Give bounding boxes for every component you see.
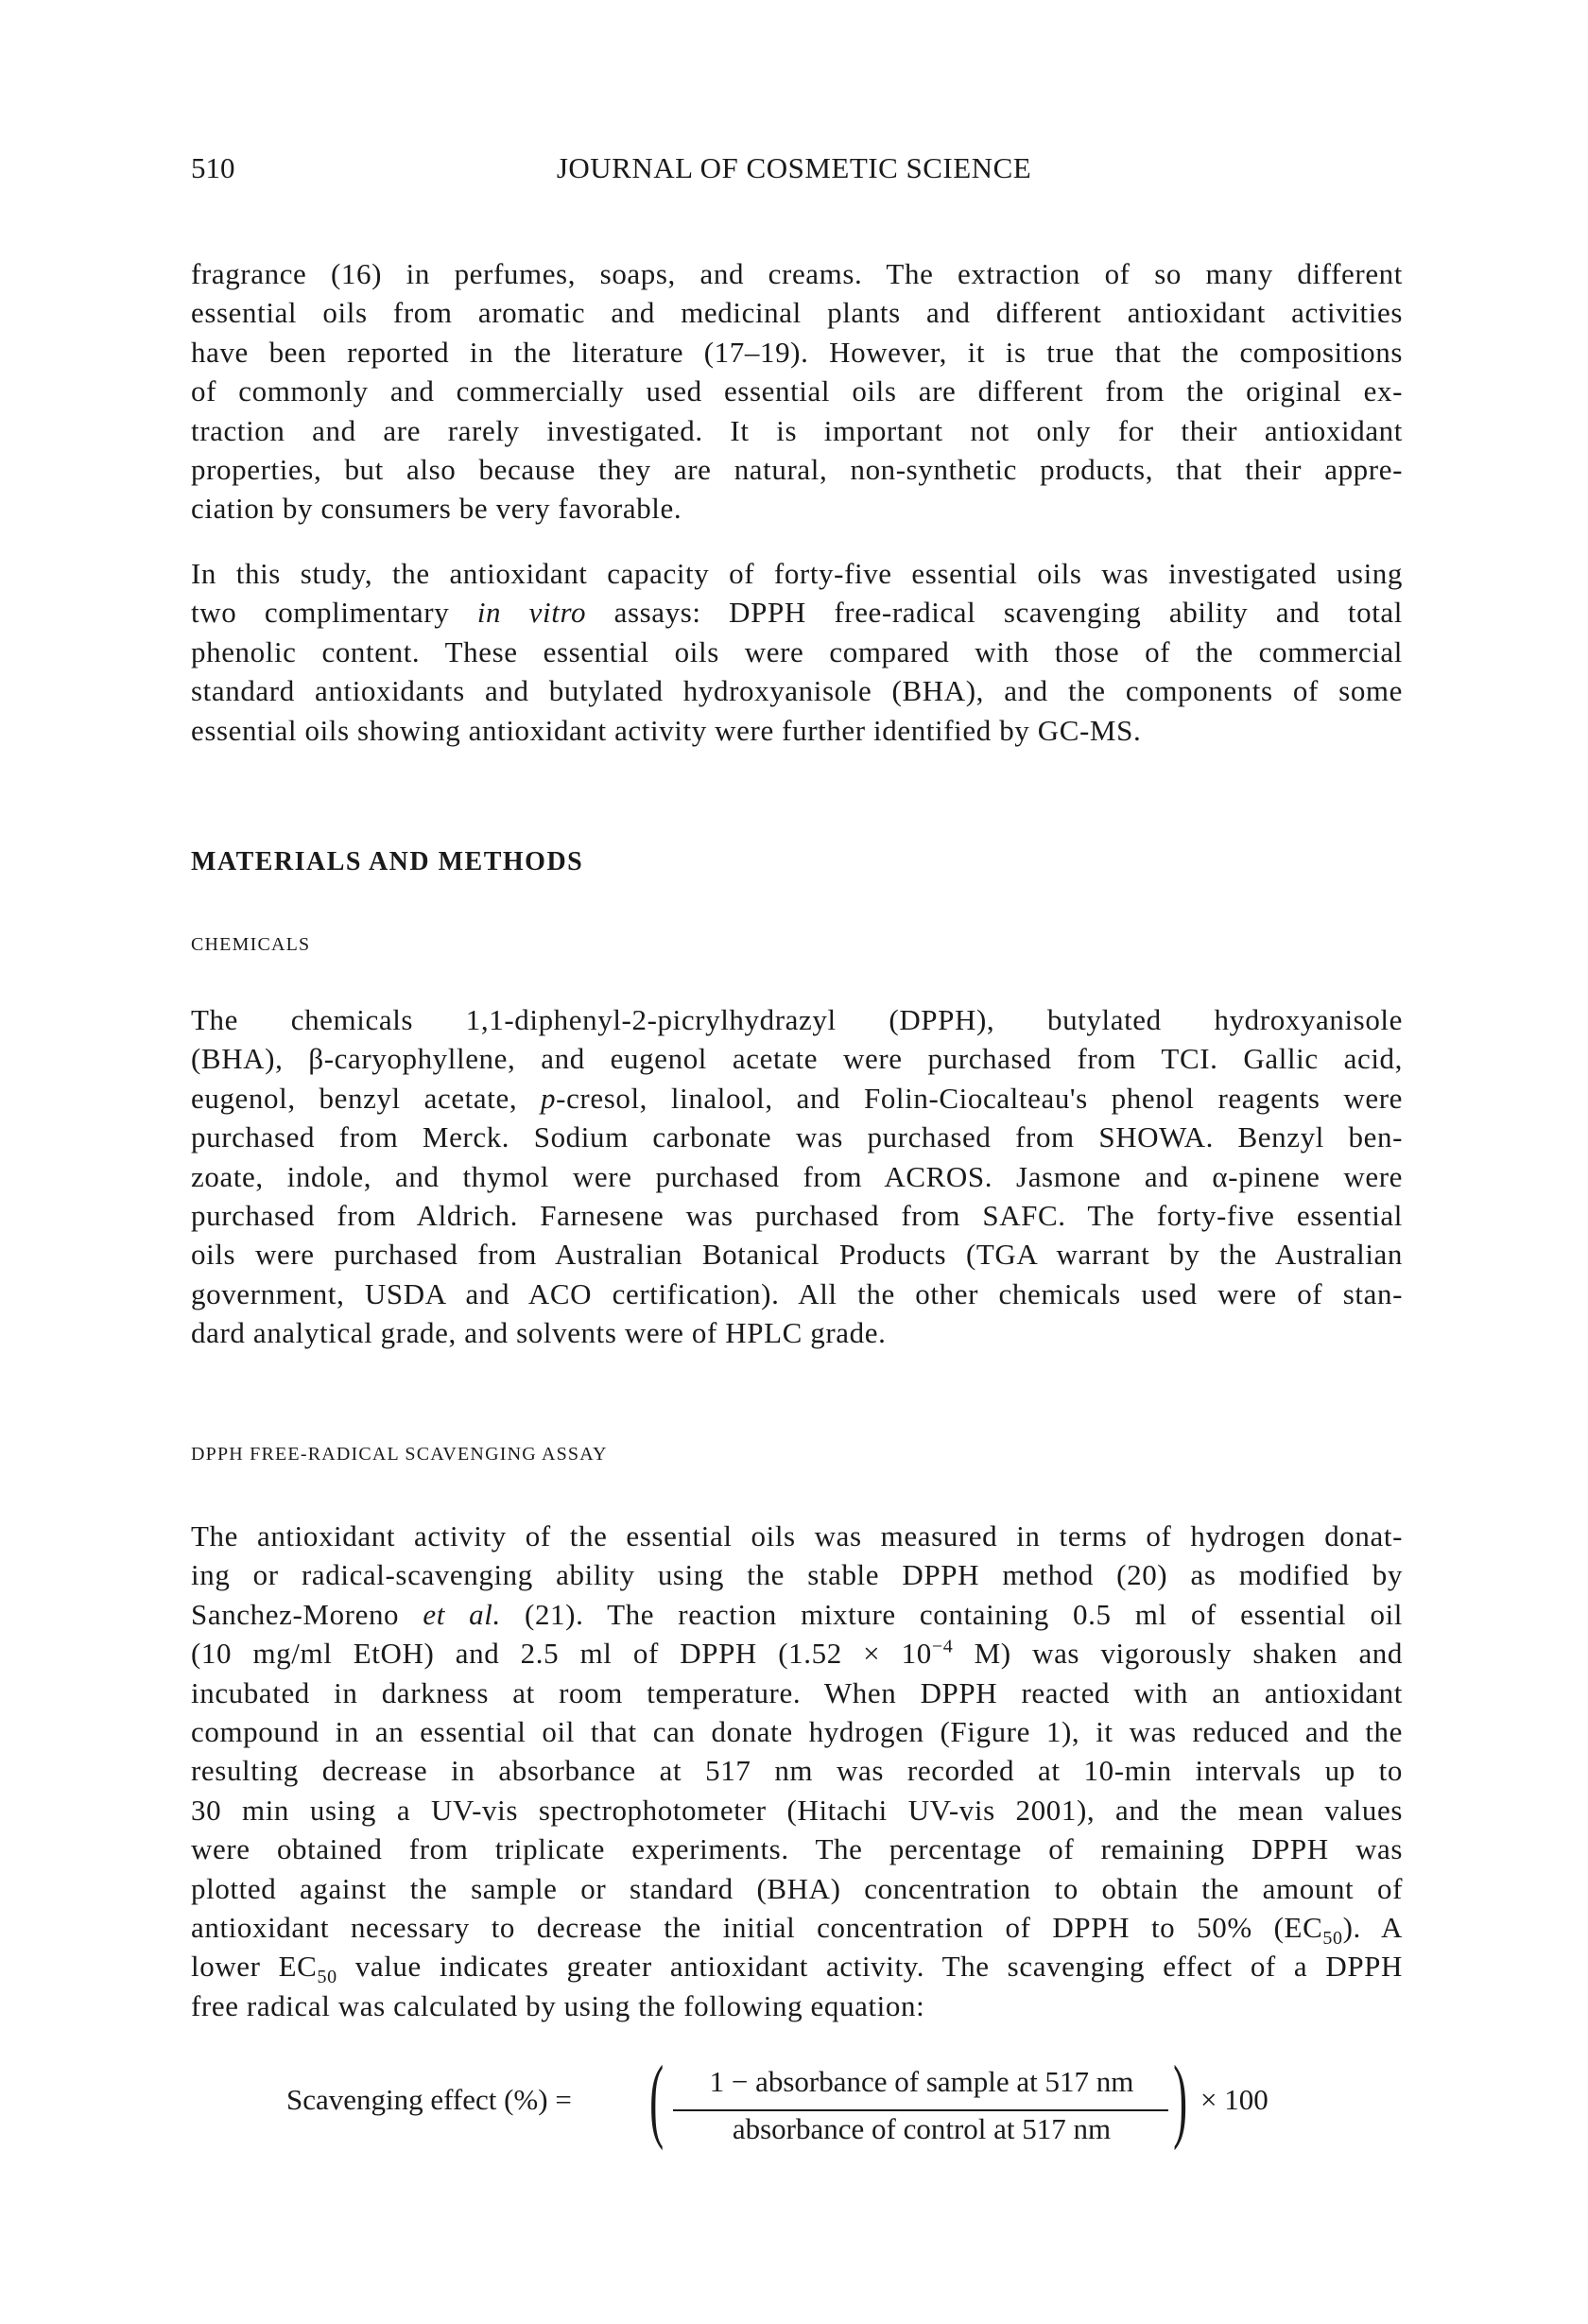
paragraph-intro-continued (191, 254, 1403, 529)
text-line (191, 1986, 1403, 2025)
text-segment: essential oils from aromatic and medicinal plants and different antioxidant activities (191, 296, 1403, 330)
text-segment: of commonly and commercially used essential oils are different from the original ex- (191, 374, 1403, 408)
text-segment: antioxidant necessary to decrease the initial concentration of DPPH to 50% (EC (191, 1910, 1323, 1944)
text-segment: (BHA), β-caryophyllene, and eugenol acetate were purchased from TCI. Gallic acid, (191, 1042, 1403, 1076)
text-segment: value indicates greater antioxidant activity. The scavenging effect of a DPPH (337, 1950, 1404, 1984)
text-segment: dard analytical grade, and solvents were of HPLC grade. (191, 1316, 887, 1350)
text-line (191, 254, 1403, 293)
text-segment: lower EC (191, 1950, 318, 1984)
text-line (191, 1275, 1403, 1313)
text-line (191, 1555, 1403, 1594)
text-segment: phenolic content. These essential oils were compared with those of the commercial (191, 634, 1403, 668)
text-line (191, 554, 1403, 593)
text-line (191, 1313, 1403, 1352)
text-line (191, 671, 1403, 710)
paragraph-chemicals (191, 1000, 1403, 1353)
subsection-heading-chemicals: CHEMICALS (191, 934, 311, 955)
text-segment: eugenol, benzyl acetate, (191, 1081, 542, 1115)
text-line (191, 450, 1403, 489)
text-segment: purchased from Aldrich. Farnesene was purchased from SAFC. The forty-five essential (191, 1198, 1403, 1232)
text-segment: oils were purchased from Australian Botanical Products (TGA warrant by the Australian (191, 1238, 1403, 1272)
text-line (191, 333, 1403, 372)
text-line (191, 1157, 1403, 1196)
text-segment: ing or radical-scavenging ability using the stable DPPH method (20) as modified by (191, 1558, 1403, 1592)
equation-close-paren: ) (1173, 2046, 1188, 2151)
text-segment: properties, but also because they are natural, non-synthetic products, that their appre- (191, 452, 1403, 486)
text-line (191, 1830, 1403, 1868)
subsection-heading-dpph-assay: DPPH FREE-RADICAL SCAVENGING ASSAY (191, 1444, 608, 1465)
text-line (191, 1118, 1403, 1156)
text-segment: p (541, 1081, 557, 1115)
text-segment: traction and are rarely investigated. It is important not only for their antioxidant (191, 413, 1403, 447)
equation-lhs: Scavenging effect (%) = (286, 2083, 572, 2116)
text-line (191, 1039, 1403, 1078)
text-segment: plotted against the sample or standard (BHA) concentration to obtain the amount of (191, 1871, 1403, 1905)
text-line (191, 411, 1403, 450)
text-segment: (10 mg/ml EtOH) and 2.5 ml of DPPH (1.52 × 10 (191, 1637, 932, 1671)
text-segment: In this study, the antioxidant capacity of forty-five essential oils was investigated using (191, 557, 1403, 590)
running-header-journal-title: JOURNAL OF COSMETIC SCIENCE (556, 151, 1032, 184)
text-line (191, 1235, 1403, 1274)
text-line (191, 1000, 1403, 1039)
text-line (191, 1947, 1403, 1986)
text-line (191, 1079, 1403, 1118)
text-line (191, 1196, 1403, 1235)
text-segment: government, USDA and ACO certification). All the other chemicals used were of stan- (191, 1276, 1403, 1310)
section-heading-materials-methods: MATERIALS AND METHODS (191, 847, 584, 876)
text-line (191, 372, 1403, 410)
text-segment: 50 (1322, 1928, 1343, 1950)
text-line (191, 1634, 1403, 1673)
text-segment: M) was vigorously shaken and (953, 1637, 1404, 1671)
text-line (191, 1674, 1403, 1712)
text-segment: −4 (931, 1636, 954, 1657)
scavenging-effect-equation (284, 2046, 1286, 2156)
fraction-bar (673, 2109, 1168, 2111)
text-segment: were obtained from triplicate experiments. The percentage of remaining DPPH was (191, 1832, 1403, 1866)
text-segment: incubated in darkness at room temperature. When DPPH reacted with an antioxidant (191, 1675, 1403, 1709)
text-segment: standard antioxidants and butylated hydroxyanisole (BHA), and the components of some (191, 674, 1403, 708)
text-segment: zoate, indole, and thymol were purchased from ACROS. Jasmone and α-pinene were (191, 1159, 1403, 1193)
text-segment: in vitro (476, 596, 587, 630)
equation-rhs: × 100 (1200, 2083, 1269, 2116)
text-line (191, 1791, 1403, 1830)
text-segment: et al. (423, 1597, 501, 1631)
text-segment: ). A (1342, 1910, 1403, 1944)
text-segment: essential oils showing antioxidant activity were further identified by GC-MS. (191, 713, 1142, 747)
text-line (191, 1517, 1403, 1555)
equation-denominator: absorbance of control at 517 nm (732, 2112, 1112, 2145)
text-segment: The antioxidant activity of the essential oils was measured in terms of hydrogen donat- (191, 1519, 1403, 1552)
equation-numerator: 1 − absorbance of sample at 517 nm (709, 2065, 1134, 2098)
text-segment: free radical was calculated by using the following equation: (191, 1988, 925, 2022)
text-line (191, 1869, 1403, 1908)
text-line (191, 1908, 1403, 1950)
page-number: 510 (191, 151, 235, 184)
text-segment: fragrance (16) in perfumes, soaps, and creams. The extraction of so many different (191, 257, 1403, 290)
text-segment: 30 min using a UV-vis spectrophotometer (Hitachi UV-vis 2001), and the mean values (191, 1793, 1403, 1827)
text-segment: two complimentary (191, 596, 477, 630)
text-segment: Sanchez-Moreno (191, 1597, 423, 1631)
equation-open-paren: ( (649, 2046, 665, 2151)
text-segment: purchased from Merck. Sodium carbonate was purchased from SHOWA. Benzyl ben- (191, 1120, 1403, 1154)
text-line (191, 1751, 1403, 1790)
paragraph-dpph-method (191, 1517, 1403, 2025)
text-segment: -cresol, linalool, and Folin-Ciocalteau's phenol reagents were (556, 1081, 1403, 1115)
paragraph-study-aim (191, 554, 1403, 750)
text-line (191, 1595, 1403, 1634)
text-line (191, 1712, 1403, 1751)
text-line (191, 489, 1403, 528)
text-line (191, 293, 1403, 332)
text-segment: compound in an essential oil that can donate hydrogen (Figure 1), it was reduced and the (191, 1714, 1403, 1748)
text-line (191, 711, 1403, 750)
text-segment: assays: DPPH free-radical scavenging ability and total (586, 596, 1404, 630)
text-segment: (21). The reaction mixture containing 0.5 ml of essential oil (500, 1597, 1403, 1631)
text-line (191, 593, 1403, 632)
text-line (191, 633, 1403, 671)
text-segment: have been reported in the literature (17–19). However, it is true that the compositions (191, 335, 1403, 369)
text-segment: resulting decrease in absorbance at 517 nm was recorded at 10-min intervals up to (191, 1754, 1403, 1788)
text-segment: 50 (317, 1967, 337, 1988)
text-segment: The chemicals 1,1-diphenyl-2-picrylhydrazyl (DPPH), butylated hydroxyanisole (191, 1003, 1403, 1036)
text-segment: ciation by consumers be very favorable. (191, 492, 682, 526)
